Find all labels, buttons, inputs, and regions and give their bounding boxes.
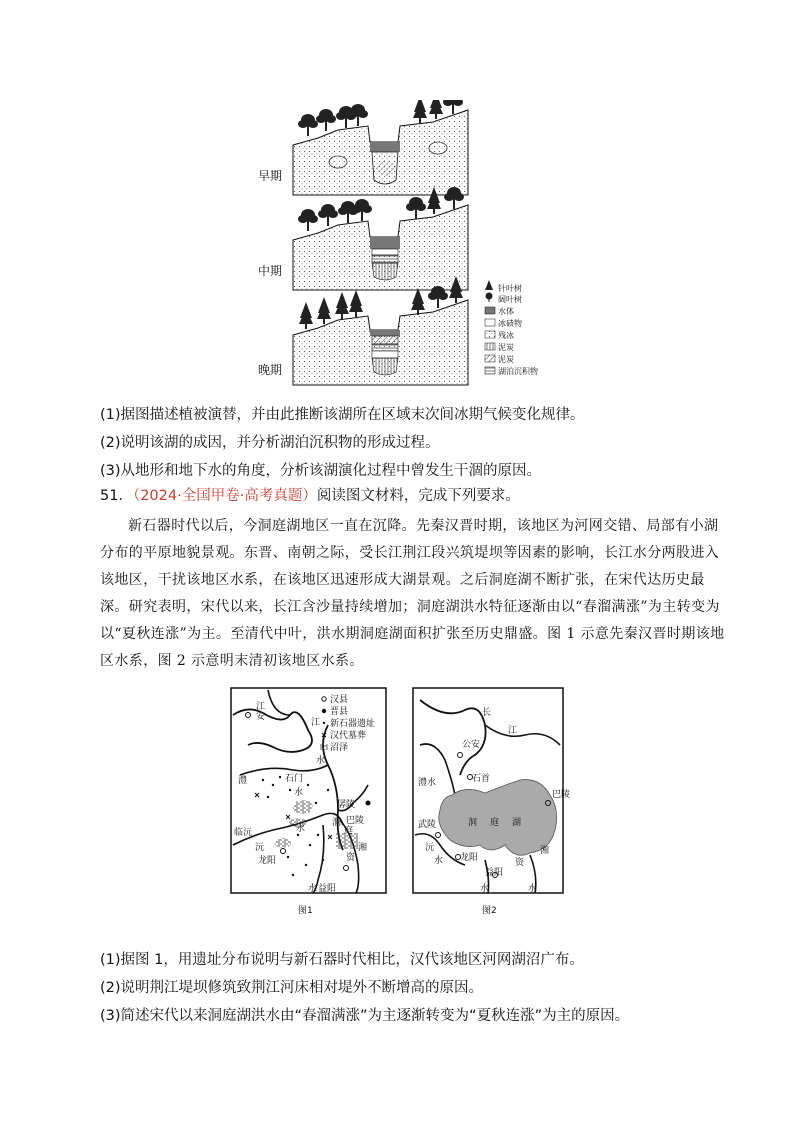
stage-late-section [293,276,468,385]
svg-text:石首: 石首 [472,774,491,784]
svg-text:巴陵: 巴陵 [552,790,570,800]
svg-text:湖: 湖 [512,818,522,828]
question-prev-1: (1)据图描述植被演替，并由此推断该湖所在区域末次间冰期气候变化规律。 [100,407,585,423]
svg-text:洞: 洞 [468,818,478,828]
svg-text:湖泊沉积物: 湖泊沉积物 [498,367,538,376]
svg-text:泥炭: 泥炭 [498,355,514,364]
stage-late-label: 晚期 [258,363,283,377]
map1-caption: 图1 [298,906,313,916]
svg-text:澧: 澧 [238,776,248,786]
lake-evolution-figure [258,100,548,390]
svg-text:晋县: 晋县 [330,707,349,717]
svg-text:水体: 水体 [498,307,514,316]
svg-text:资: 资 [515,858,525,868]
question-51-2: (2)说明荆江堤坝修筑致荆江河床相对堤外不断增高的原因。 [100,980,484,996]
svg-text:水: 水 [308,884,318,894]
svg-text:公安: 公安 [462,740,481,750]
svg-text:江: 江 [256,702,266,712]
svg-text:水: 水 [528,884,538,894]
question-prev-3: (3)从地形和地下水的角度，分析该湖演化过程中曾发生干涸的原因。 [100,463,542,479]
svg-text:汉县: 汉县 [330,695,349,705]
svg-text:水: 水 [294,788,304,798]
stage-middle-label: 中期 [258,264,283,278]
svg-text:残冰: 残冰 [498,331,514,340]
question-51-header [100,486,520,506]
map-figure-1 [228,685,394,917]
svg-text:巴陵: 巴陵 [346,816,365,826]
svg-text:益阳: 益阳 [485,868,504,878]
svg-text:汉代墓葬: 汉代墓葬 [330,731,367,741]
svg-text:龙阳: 龙阳 [460,853,479,863]
question-source: （2024·全国甲卷·高考真题） [132,488,317,504]
question-number: 51． [100,488,133,504]
svg-text:湘: 湘 [358,843,368,853]
svg-text:石门: 石门 [285,774,304,784]
svg-text:水: 水 [296,824,306,834]
svg-text:资: 资 [346,853,356,863]
svg-text:沼泽: 沼泽 [330,743,349,753]
question-51-1: (1)据图 1，用遗址分布说明与新石器时代相比，汉代该地区河网湖沼广布。 [100,952,584,968]
svg-text:沅: 沅 [425,843,435,853]
svg-text:龙阳: 龙阳 [258,856,277,866]
svg-text:武陵: 武陵 [418,820,437,830]
stage-early-label: 早期 [258,169,283,183]
svg-text:阔叶树: 阔叶树 [498,295,522,304]
svg-text:湘: 湘 [540,846,550,856]
svg-text:庭: 庭 [490,818,500,828]
svg-text:泥炭: 泥炭 [498,343,514,352]
svg-text:澧水: 澧水 [418,778,437,788]
stage-middle-section [293,187,468,290]
svg-text:针叶树: 针叶树 [498,284,522,293]
svg-text:长: 长 [482,708,492,718]
material-paragraph: 新石器时代以后，今洞庭湖地区一直在沉降。先秦汉晋时期，该地区为河网交错、局部有小湖分布的平原地貌景观。东晋、南朝之际，受长江荆江段兴筑堤坝等因素的影响，长江水分两股进入该地区，干扰该地区水系，在该地区迅速形成大湖景观。之后洞庭湖不断扩张，在宋代达历史最深。研究表明，宋代以来，长江含沙量持续增加；洞庭湖洪水特征逐渐由以“春溜满涨”为主转变为以“夏秋连涨”为主。至清代中叶，洪水期洞庭湖面积扩张至历史鼎盛。图 1 示意先秦汉晋时期该地区水系，图 2 示意明末清初该地区水系。 [100,518,725,669]
question-instruction: 阅读图文材料，完成下列要求。 [316,488,520,504]
svg-text:临沅: 临沅 [234,828,253,838]
svg-text:安: 安 [256,712,266,722]
svg-text:水: 水 [480,884,490,894]
svg-text:水: 水 [316,756,326,766]
figure1-legend [485,280,538,376]
svg-text:洞: 洞 [332,818,342,828]
svg-text:江: 江 [508,726,518,736]
stage-early-section [293,100,468,195]
map-figure-2 [410,685,570,917]
svg-text:水: 水 [434,856,444,866]
svg-text:庭: 庭 [344,826,354,836]
svg-text:新石器遗址: 新石器遗址 [330,719,376,729]
question-prev-2: (2)说明该湖的成因，并分析湖泊沉积物的形成过程。 [100,435,440,451]
svg-text:冰碛物: 冰碛物 [498,319,522,328]
map2-caption: 图2 [482,906,497,916]
svg-text:孱陵: 孱陵 [337,800,356,810]
svg-text:江: 江 [311,718,321,728]
svg-text:益阳: 益阳 [318,884,337,894]
question-51-3: (3)简述宋代以来洞庭湖洪水由“春溜满涨”为主逐渐转变为“夏秋连涨”为主的原因。 [100,1008,630,1024]
svg-text:沅: 沅 [255,843,265,853]
